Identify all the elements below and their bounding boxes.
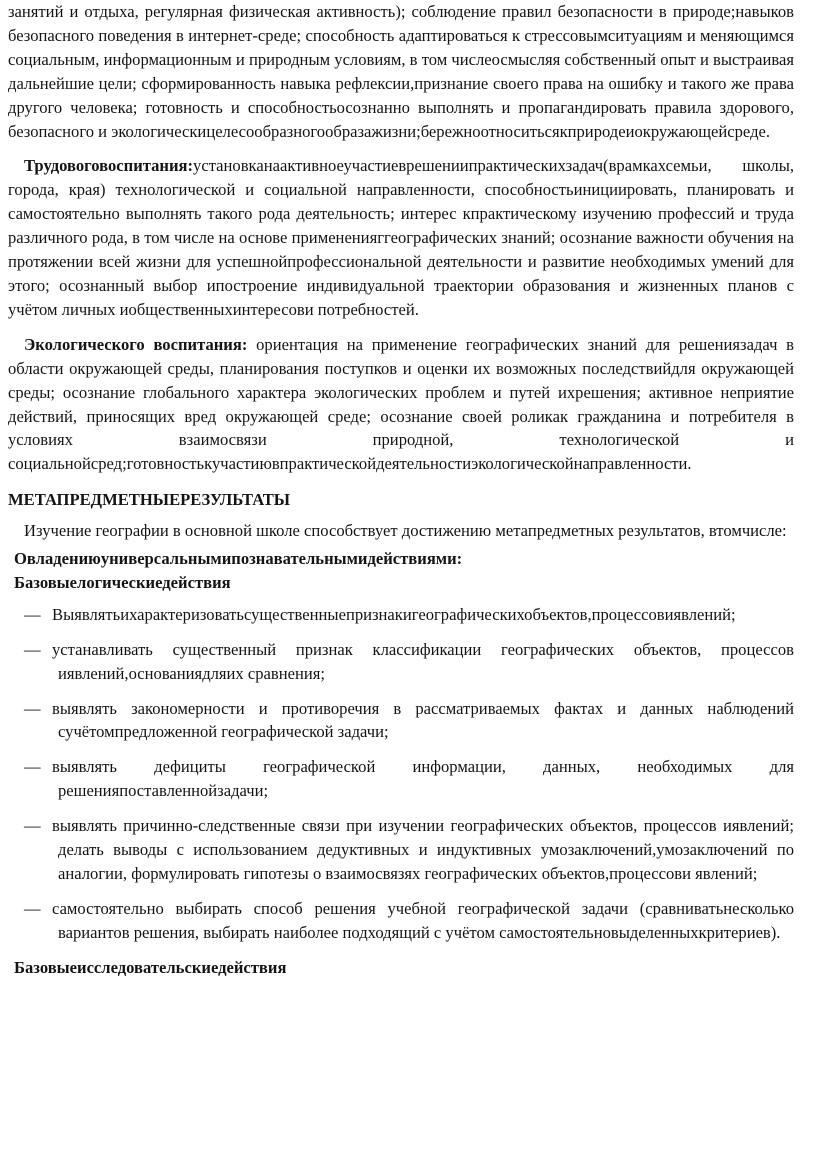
- list-item-text: выявлять дефициты географической информации, данных, необходимых для решенияпоставленнойзадачи;: [52, 757, 794, 801]
- list-item-text: выявлять закономерности и противоречия в рассматриваемых фактах и данных наблюдений сучётомпредложенной географической задачи;: [52, 698, 794, 742]
- logical-actions-subheading: Базовыелогическиедействия: [14, 572, 231, 592]
- list-item: [8, 755, 794, 803]
- dash-marker: —: [24, 816, 41, 836]
- ecology-education-paragraph: [8, 333, 794, 476]
- labor-education-title: Трудовоговоспитания:: [24, 156, 194, 176]
- intro-paragraph: занятий и отдыха, регулярная физическая активность); соблюдение правил безопасности в природе;навыков безопасного поведения в интернет-среде; способность адаптироваться к стрессовымситуациям и меняющимся социальным, информационным и природным условиям, в том числеосмысляя собственный опыт и выстраивая дальнейшие цели; сформированность навыка рефлексии,признание своего права на ошибку и такого же права другого человека; готовность и способностьосознанно выполнять и пропагандировать правила здорового, безопасного и экологическицелесообразногообразажизни;бережноотноситьсякприродеиокружающейсреде.: [8, 2, 794, 141]
- dash-marker: —: [24, 898, 41, 918]
- labor-education-text: установканаактивноеучастиеврешениипрактическихзадач(врамкахсемьи, школы, города, края) технологической и социальной направленности, способностьинициировать, планировать и самостоятельно выполнять такого рода деятельность; интерес кпрактическому изучению профессий и труда различного рода, в том числе на основе примененияггеографических знаний; осознание важности обучения на протяжении всей жизни для успешнойпрофессиональной деятельности и развитие необходимых умений для этого; осознанный выбор ипостроение индивидуальной траектории образования и жизненных планов с учётом личных иобщественныхинтересови потребностей.: [8, 156, 794, 319]
- cognitive-actions-subheading: Овладениюуниверсальнымипознавательнымидействиями:: [14, 549, 463, 569]
- ecology-education-title: Экологического воспитания:: [24, 334, 248, 354]
- dash-marker: —: [24, 639, 41, 659]
- list-item-text: выявлять причинно-следственные связи при изучении географических объектов, процессов иявлений; делать выводы с использованием дедуктивных и индуктивных умозаключений,умозаключений по аналогии, формулировать гипотезы о взаимосвязях географических объектов,процессови явлений;: [52, 816, 794, 883]
- list-item: [8, 897, 794, 945]
- research-actions-subheading: Базовыеисследовательскиедействия: [14, 957, 287, 977]
- list-item: [8, 814, 794, 886]
- list-item: [8, 697, 794, 745]
- dash-marker: —: [24, 757, 41, 777]
- ecology-education-text: ориентация на применение географических знаний для решениязадач в области окружающей среды, планирования поступков и оценки их возможных последствийдля окружающей среды; осознание глобального характера экологических проблем и путей ихрешения; активное неприятие действий, приносящих вред окружающей среде; осознание своей роликак гражданина и потребителя в условиях взаимосвязи природной, технологической и социальнойсред;готовностькучастиювпрактическойдеятельностиэкологическойнаправленности.: [8, 334, 795, 474]
- list-item-text: устанавливать существенный признак классификации географических объектов, процессов иявлений,основаниядляих сравнения;: [52, 639, 794, 683]
- list-item: [8, 603, 794, 627]
- labor-education-paragraph: [8, 154, 794, 321]
- list-item-text: самостоятельно выбирать способ решения учебной географической задачи (сравниватьнесколько вариантов решения, выбирать наиболее подходящий с учётом самостоятельновыделенныхкритериев).: [52, 898, 794, 942]
- list-item-text: Выявлятьихарактеризоватьсущественныепризнакигеографическихобъектов,процессовиявлений;: [52, 604, 736, 624]
- list-item: [8, 638, 794, 686]
- logical-actions-list: [8, 603, 794, 945]
- dash-marker: —: [24, 698, 41, 718]
- meta-results-heading: МЕТАПРЕДМЕТНЫЕРЕЗУЛЬТАТЫ: [8, 490, 291, 510]
- meta-results-lead: Изучение географии в основной школе способствует достижению метапредметных результатов, втомчисле:: [24, 521, 787, 541]
- dash-marker: —: [24, 604, 41, 624]
